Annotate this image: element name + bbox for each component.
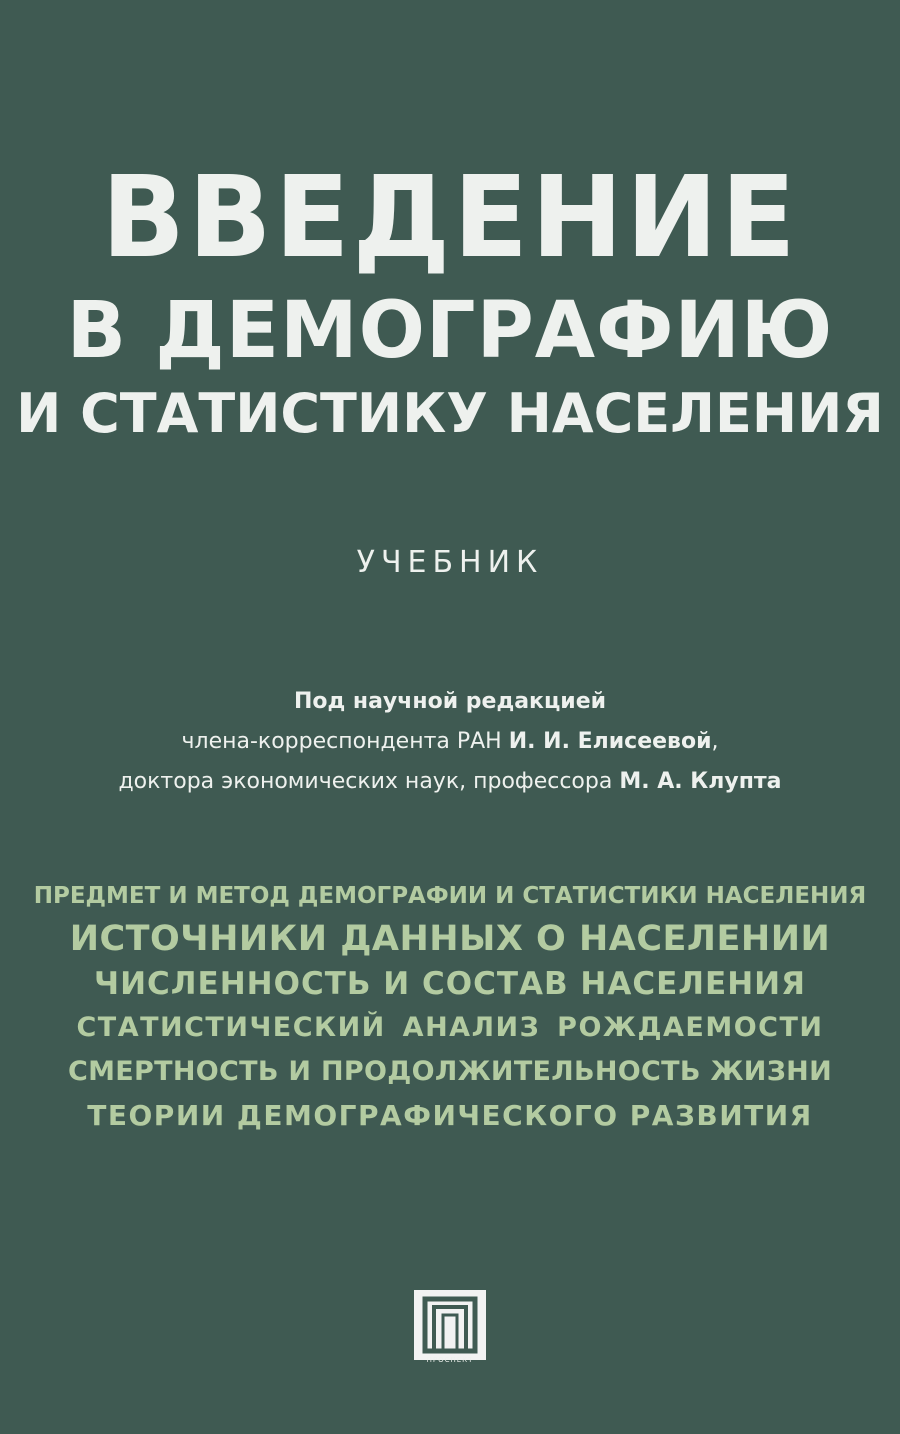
topic-item: СТАТИСТИЧЕСКИЙ АНАЛИЗ РОЖДАЕМОСТИ: [76, 1012, 824, 1043]
editor-line-1: [0, 722, 900, 762]
editors-block: [0, 682, 900, 802]
book-title-line-3: И СТАТИСТИКУ НАСЕЛЕНИЯ: [16, 382, 884, 445]
topic-item: ИСТОЧНИКИ ДАННЫХ О НАСЕЛЕНИИ: [69, 919, 831, 959]
publisher-logo-icon: [414, 1290, 486, 1360]
editor-1-title: члена-корреспондента РАН: [181, 729, 509, 754]
publisher-name: ПРОСПЕКТ: [426, 1356, 474, 1364]
editors-heading: Под научной редакцией: [293, 689, 607, 714]
topic-item: СМЕРТНОСТЬ И ПРОДОЛЖИТЕЛЬНОСТЬ ЖИЗНИ: [68, 1056, 832, 1087]
editor-2-name: М. А. Клупта: [619, 769, 782, 794]
book-type-label: УЧЕБНИК: [356, 545, 544, 580]
topics-list: [0, 876, 900, 1138]
book-title-line-1: ВВЕДЕНИЕ: [101, 153, 799, 283]
editor-1-name: И. И. Елисеевой: [508, 729, 712, 754]
topic-item: ЧИСЛЕННОСТЬ И СОСТАВ НАСЕЛЕНИЯ: [94, 966, 806, 1002]
editor-line-2: [0, 762, 900, 802]
topic-item: ТЕОРИИ ДЕМОГРАФИЧЕСКОГО РАЗВИТИЯ: [87, 1099, 813, 1132]
book-title-line-2: В ДЕМОГРАФИЮ: [66, 286, 834, 376]
topic-item: ПРЕДМЕТ И МЕТОД ДЕМОГРАФИИ И СТАТИСТИКИ НАСЕЛЕНИЯ: [33, 883, 867, 909]
editor-2-title: доктора экономических наук, профессора: [118, 769, 620, 794]
editor-1-suffix: ,: [711, 729, 719, 754]
